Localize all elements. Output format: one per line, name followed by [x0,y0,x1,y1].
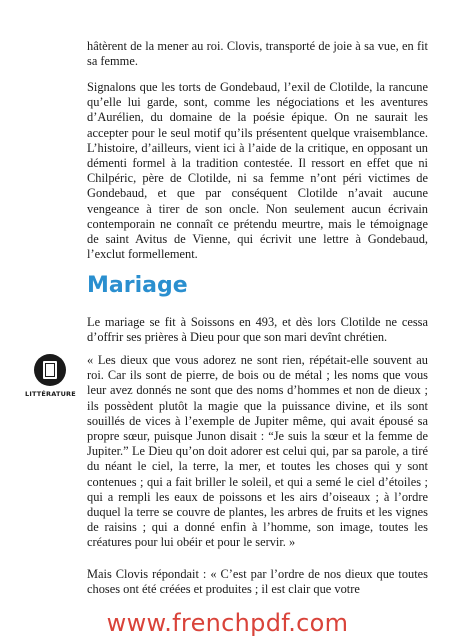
body-column-history [87,80,428,270]
body-column-top [87,39,428,77]
paragraph: Le mariage se fit à Soissons en 493, et dès lors Clotilde ne cessa d’offrir ses prières à Dieu pour que son mari devînt chrétien. [87,315,428,345]
body-column-quote [87,353,428,559]
paragraph: Mais Clovis répondait : « C’est par l’ordre de nos dieux que toutes choses ont été créées et produites ; il est clair que votre [87,567,428,597]
watermark: www.frenchpdf.com [106,609,349,637]
book-icon [34,354,66,386]
paragraph: hâtèrent de la mener au roi. Clovis, transporté de joie à sa vue, en fit sa femme. [87,39,428,69]
body-column-bottom [87,567,428,605]
body-column-marriage [87,315,428,353]
paragraph: Signalons que les torts de Gondebaud, l’exil de Clotilde, la rancune qu’elle lui garde, sont, comme les négociations et les aventures d’Aurélien, du domaine de la poésie épique. On ne saurait les accepter pour le seul motif qu’ils présentent quelque vraisemblance. L’histoire, d’ailleurs, vient ici à l’aide de la critique, en opposant un démenti formel à la tradition contestée. Il ressort en effet que ni Chilpéric, père de Clotilde, ni sa femme n’ont péri victimes de Gondebaud, et que par conséquent Clotilde n’avait aucune vengeance à tirer de son oncle. Non seulement aucun écrivain contemporain ne connaît ce prétendu meurtre, mais le témoignage de saint Avitus de Vienne, qui écrivit une lettre à Gondebaud, l’exclut formellement. [87,80,428,262]
literature-badge [25,354,75,398]
section-heading: Mariage [87,273,188,298]
badge-label: LITTÉRATURE [25,390,76,398]
paragraph: « Les dieux que vous adorez ne sont rien, répétait-elle souvent au roi. Car ils sont de pierre, de bois ou de métal ; les noms que vous leur avez donnés ne sont que des noms d’hommes et non de dieux ; ils possèdent plutôt la magie que la puissance divine, et ils sont souillés de vices à l’exemple de Jupiter même, qui avait épousé sa propre sœur, puisque Junon disait : “Je suis la sœur et la femme de Jupiter.” Le Dieu qu’on doit adorer est celui qui, par sa parole, a tiré du néant le ciel, la terre, la mer, et toutes les choses qui y sont contenues ; qui a fait briller le soleil, et qui a semé le ciel d’étoiles ; qui a rempli les eaux de poissons et les airs d’oiseaux ; à l’ordre duquel la terre se couvre de plantes, les arbres de fruits et les vignes de raisins ; qui a donné enfin à l’homme, son image, toutes les créatures pour lui obéir et pour le servir. » [87,353,428,550]
